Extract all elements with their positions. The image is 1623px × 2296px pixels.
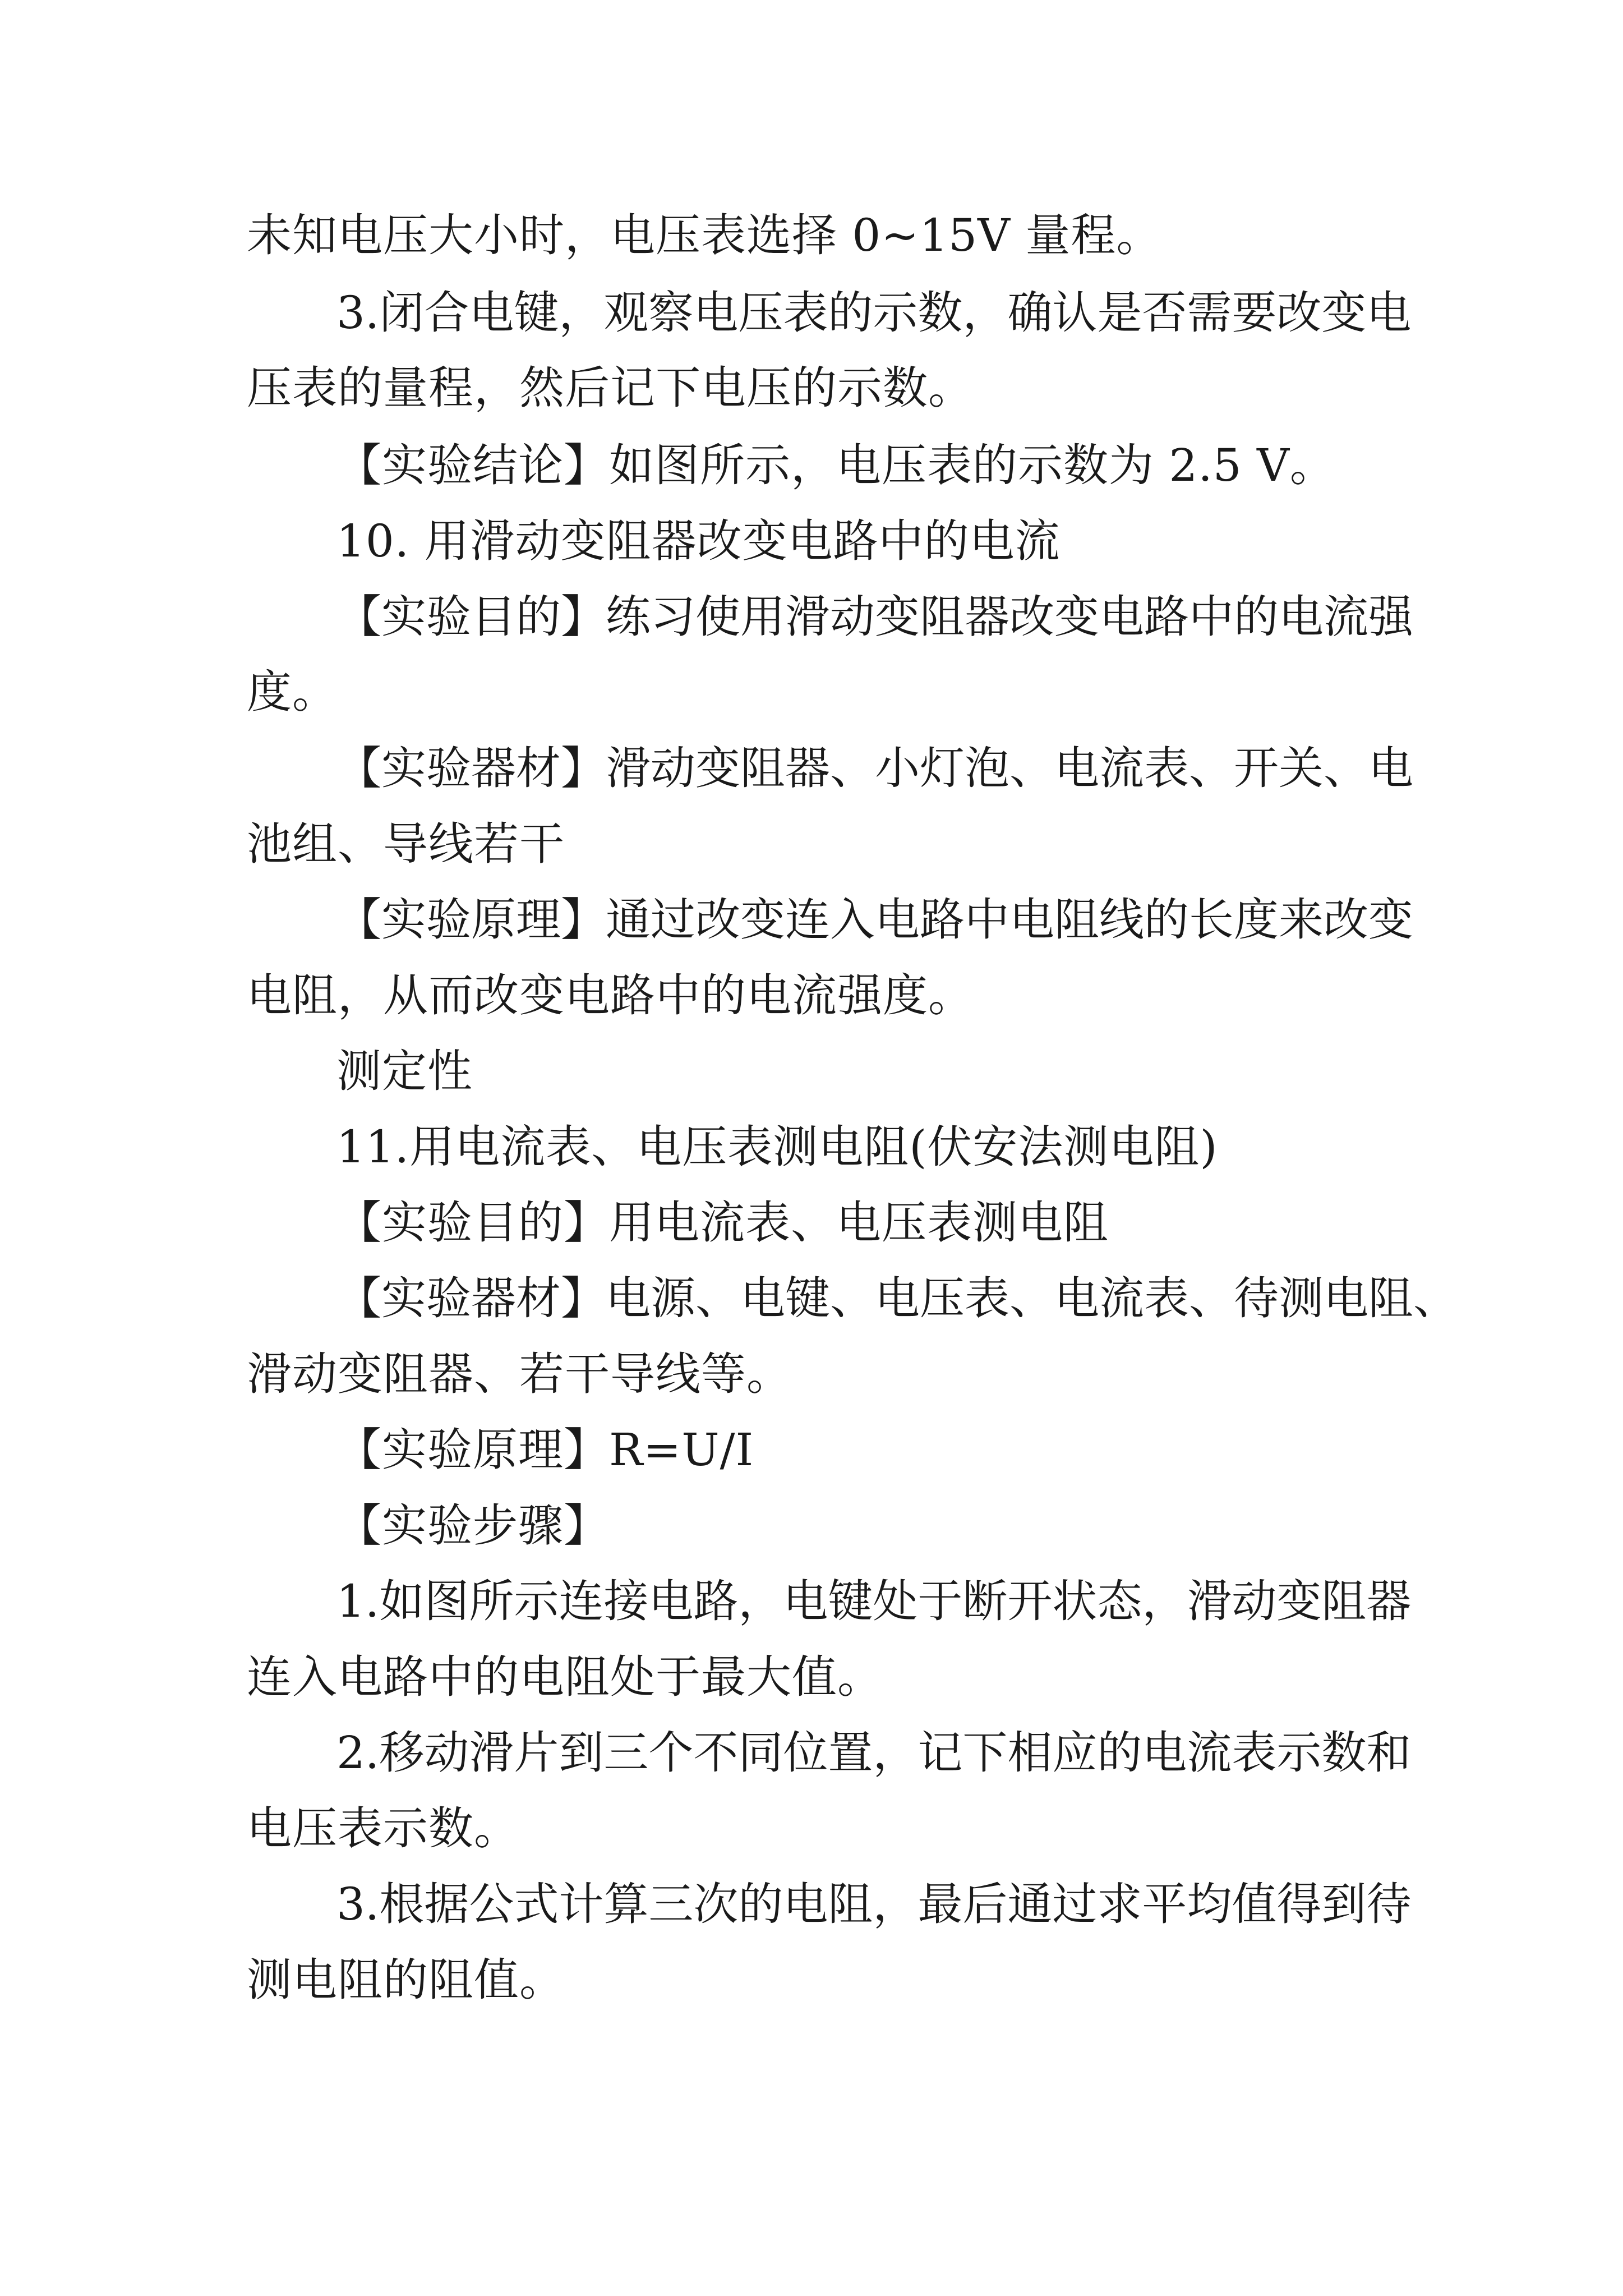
text-line: 【实验原理】R=U/I: [336, 1424, 754, 1476]
text-line: 【实验目的】练习使用滑动变阻器改变电路中的电流强: [336, 591, 1413, 643]
text-line: 电阻，从而改变电路中的电流强度。: [247, 969, 974, 1022]
text-line: 池组、导线若干: [247, 818, 565, 870]
text-line: 度。: [247, 666, 338, 718]
section-heading: 11.用电流表、电压表测电阻(伏安法测电阻): [336, 1121, 1218, 1173]
text-line: 滑动变阻器、若干导线等。: [247, 1348, 792, 1400]
text-line: 【实验器材】电源、电键、电压表、电流表、待测电阻、: [336, 1272, 1458, 1324]
text-line: 3.根据公式计算三次的电阻，最后通过求平均值得到待: [336, 1878, 1412, 1930]
section-heading: 10. 用滑动变阻器改变电路中的电流: [336, 515, 1061, 567]
section-heading: 测定性: [336, 1045, 473, 1097]
text-line: 2.移动滑片到三个不同位置，记下相应的电流表示数和: [336, 1727, 1412, 1779]
text-line: 3.闭合电键，观察电压表的示数，确认是否需要改变电: [336, 287, 1412, 339]
text-line: 【实验器材】滑动变阻器、小灯泡、电流表、开关、电: [336, 742, 1413, 794]
text-line: 测电阻的阻值。: [247, 1954, 565, 2006]
text-line: 【实验结论】如图所示，电压表的示数为 2.5 V。: [336, 439, 1335, 491]
text-line: 电压表示数。: [247, 1802, 519, 1855]
text-line: 1.如图所示连接电路，电键处于断开状态，滑动变阻器: [336, 1575, 1412, 1627]
text-line: 【实验原理】通过改变连入电路中电阻线的长度来改变: [336, 894, 1413, 946]
text-line: 连入电路中的电阻处于最大值。: [247, 1651, 883, 1703]
text-line: 未知电压大小时，电压表选择 0~15V 量程。: [247, 209, 1162, 261]
text-line: 【实验步骤】: [336, 1499, 609, 1552]
text-line: 压表的量程，然后记下电压的示数。: [247, 362, 974, 414]
text-line: 【实验目的】用电流表、电压表测电阻: [336, 1197, 1109, 1249]
